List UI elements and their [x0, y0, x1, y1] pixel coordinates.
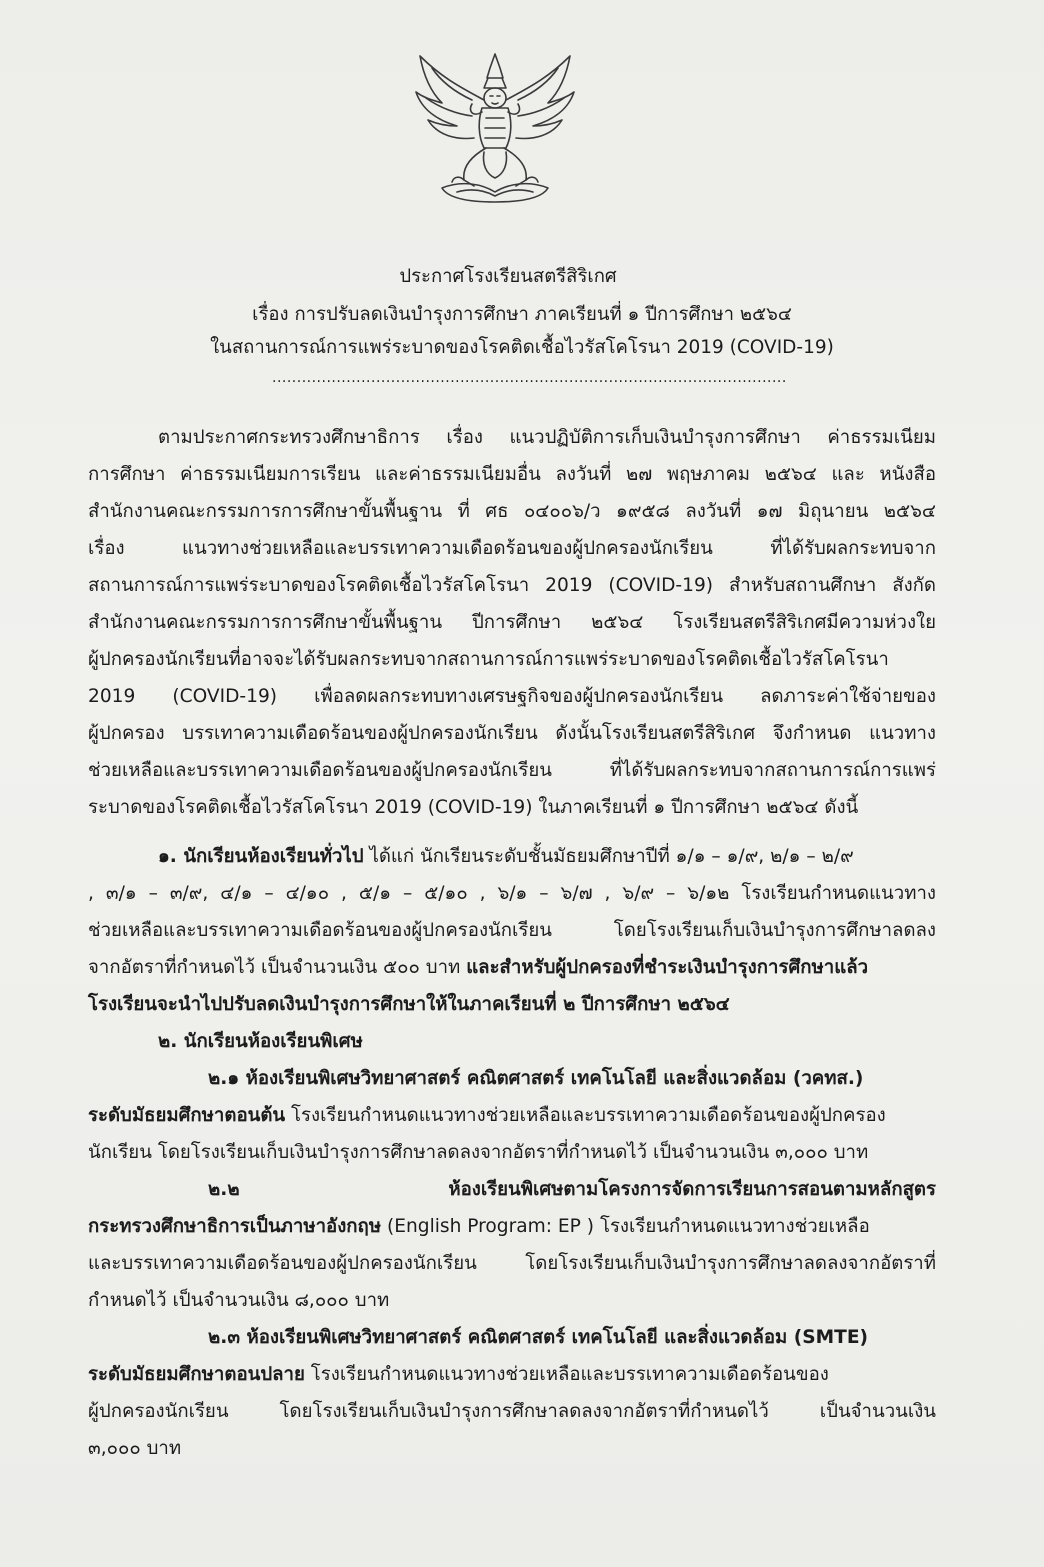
section-2-3-line: ผู้ปกครองนักเรียน โดยโรงเรียนเก็บเงินบำรุงการศึกษาลดลงจากอัตราที่กำหนดไว้ เป็นจำนวนเงิน: [88, 1401, 936, 1422]
section-1-bold-text: และสำหรับผู้ปกครองที่ชำระเงินบำรุงการศึกษาแล้ว: [466, 957, 869, 978]
announcement-title: ประกาศโรงเรียนสตรีสิริเกศ: [399, 266, 617, 287]
body-line: สำนักงานคณะกรรมการการศึกษาขั้นพื้นฐาน ที่ ศธ ๐๔๐๐๖/ว ๑๙๕๘ ลงวันที่ ๑๗ มิถุนายน ๒๕๖๔: [88, 501, 936, 522]
body-line: เรื่อง แนวทางช่วยเหลือและบรรเทาความเดือดร้อนของผู้ปกครองนักเรียน ที่ได้รับผลกระทบจาก: [88, 538, 936, 559]
section-2-3-line: ๓,๐๐๐ บาท: [88, 1438, 182, 1459]
section-1-line: โรงเรียนจะนำไปปรับลดเงินบำรุงการศึกษาให้ในภาคเรียนที่ ๒ ปีการศึกษา ๒๕๖๔: [88, 994, 730, 1015]
section-1-text: จากอัตราที่กำหนดไว้ เป็นจำนวนเงิน ๕๐๐ บาท: [88, 957, 467, 978]
section-2-2-line: [88, 1215, 936, 1239]
section-2-1-heading: ๒.๑ ห้องเรียนพิเศษวิทยาศาสตร์ คณิตศาสตร์ เทคโนโลยี และสิ่งแวดล้อม (วคทส.): [208, 1068, 864, 1089]
section-2-3-text: โรงเรียนกำหนดแนวทางช่วยเหลือและบรรเทาความเดือดร้อนของ: [304, 1364, 829, 1385]
section-2-3-line: [88, 1363, 936, 1387]
section-2-2-curriculum: กระทรวงศึกษาธิการเป็นภาษาอังกฤษ: [88, 1216, 382, 1237]
body-line: ผู้ปกครอง บรรเทาความเดือดร้อนของผู้ปกครองนักเรียน ดังนั้นโรงเรียนสตรีสิริเกศ จึงกำหนด แนวทาง: [88, 723, 936, 744]
body-line: สถานการณ์การแพร่ระบาดของโรคติดเชื้อไวรัสโคโรนา 2019 (COVID-19) สำหรับสถานศึกษา สังกัด: [88, 575, 936, 596]
section-1-text: ได้แก่ นักเรียนระดับชั้นมัธยมศึกษาปีที่ ๑/๑ – ๑/๙, ๒/๑ – ๒/๙: [363, 846, 854, 867]
section-2-2-heading: ๒.๒ ห้องเรียนพิเศษตามโครงการจัดการเรียนการสอนตามหลักสูตร: [208, 1179, 936, 1200]
announcement-subject-cont: ในสถานการณ์การแพร่ระบาดของโรคติดเชื้อไวรัสโคโรนา 2019 (COVID-19): [210, 337, 834, 358]
section-2-1-line: [88, 1104, 936, 1128]
body-line: 2019 (COVID-19) เพื่อลดผลกระทบทางเศรษฐกิจของผู้ปกครองนักเรียน ลดภาระค่าใช้จ่ายของ: [88, 686, 936, 707]
body-line: ตามประกาศกระทรวงศึกษาธิการ เรื่อง แนวปฏิบัติการเก็บเงินบำรุงการศึกษา ค่าธรรมเนียม: [158, 427, 936, 448]
section-2-1-level: ระดับมัธยมศึกษาตอนต้น: [88, 1105, 286, 1126]
section-2-1-line: นักเรียน โดยโรงเรียนเก็บเงินบำรุงการศึกษาลดลงจากอัตราที่กำหนดไว้ เป็นจำนวนเงิน ๓,๐๐๐ บาท: [88, 1142, 869, 1163]
garuda-emblem-icon: [402, 48, 588, 206]
section-1-line: ช่วยเหลือและบรรเทาความเดือดร้อนของผู้ปกครองนักเรียน โดยโรงเรียนเก็บเงินบำรุงการศึกษาลดลง: [88, 920, 936, 941]
section-2-3-level: ระดับมัธยมศึกษาตอนปลาย: [88, 1364, 305, 1385]
section-2-heading: ๒. นักเรียนห้องเรียนพิเศษ: [158, 1031, 363, 1052]
section-2-2-line: และบรรเทาความเดือดร้อนของผู้ปกครองนักเรียน โดยโรงเรียนเก็บเงินบำรุงการศึกษาลดลงจากอัตราที่: [88, 1253, 936, 1274]
dotted-separator: ........................................................................................................: [272, 370, 787, 386]
body-line: ระบาดของโรคติดเชื้อไวรัสโคโรนา 2019 (COVID-19) ในภาคเรียนที่ ๑ ปีการศึกษา ๒๕๖๔ ดังนี้: [88, 797, 859, 818]
section-1-line: [158, 845, 936, 869]
section-2-1-text: โรงเรียนกำหนดแนวทางช่วยเหลือและบรรเทาความเดือดร้อนของผู้ปกครอง: [285, 1105, 886, 1126]
section-1-line: [88, 956, 936, 980]
section-1-line: , ๓/๑ – ๓/๙, ๔/๑ – ๔/๑๐ , ๕/๑ – ๕/๑๐ , ๖/๑ – ๖/๗ , ๖/๙ – ๖/๑๒ โรงเรียนกำหนดแนวทาง: [88, 883, 936, 904]
body-line: การศึกษา ค่าธรรมเนียมการเรียน และค่าธรรมเนียมอื่น ลงวันที่ ๒๗ พฤษภาคม ๒๕๖๔ และ หนังสือ: [88, 464, 936, 485]
section-1-heading: ๑. นักเรียนห้องเรียนทั่วไป: [158, 846, 364, 867]
body-line: สำนักงานคณะกรรมการการศึกษาขั้นพื้นฐาน ปีการศึกษา ๒๕๖๔ โรงเรียนสตรีสิริเกศมีความห่วงใย: [88, 612, 936, 633]
section-2-2-text: (English Program: EP ) โรงเรียนกำหนดแนวทางช่วยเหลือ: [381, 1216, 870, 1237]
section-2-2-line: กำหนดไว้ เป็นจำนวนเงิน ๘,๐๐๐ บาท: [88, 1290, 390, 1311]
body-line: ผู้ปกครองนักเรียนที่อาจจะได้รับผลกระทบจากสถานการณ์การแพร่ระบาดของโรคติดเชื้อไวรัสโคโรนา: [88, 649, 889, 670]
announcement-subject: เรื่อง การปรับลดเงินบำรุงการศึกษา ภาคเรียนที่ ๑ ปีการศึกษา ๒๕๖๔: [252, 304, 792, 325]
section-2-3-heading: ๒.๓ ห้องเรียนพิเศษวิทยาศาสตร์ คณิตศาสตร์ เทคโนโลยี และสิ่งแวดล้อม (SMTE): [208, 1327, 869, 1348]
body-line: ช่วยเหลือและบรรเทาความเดือดร้อนของผู้ปกครองนักเรียน ที่ได้รับผลกระทบจากสถานการณ์การแพร่: [88, 760, 936, 781]
